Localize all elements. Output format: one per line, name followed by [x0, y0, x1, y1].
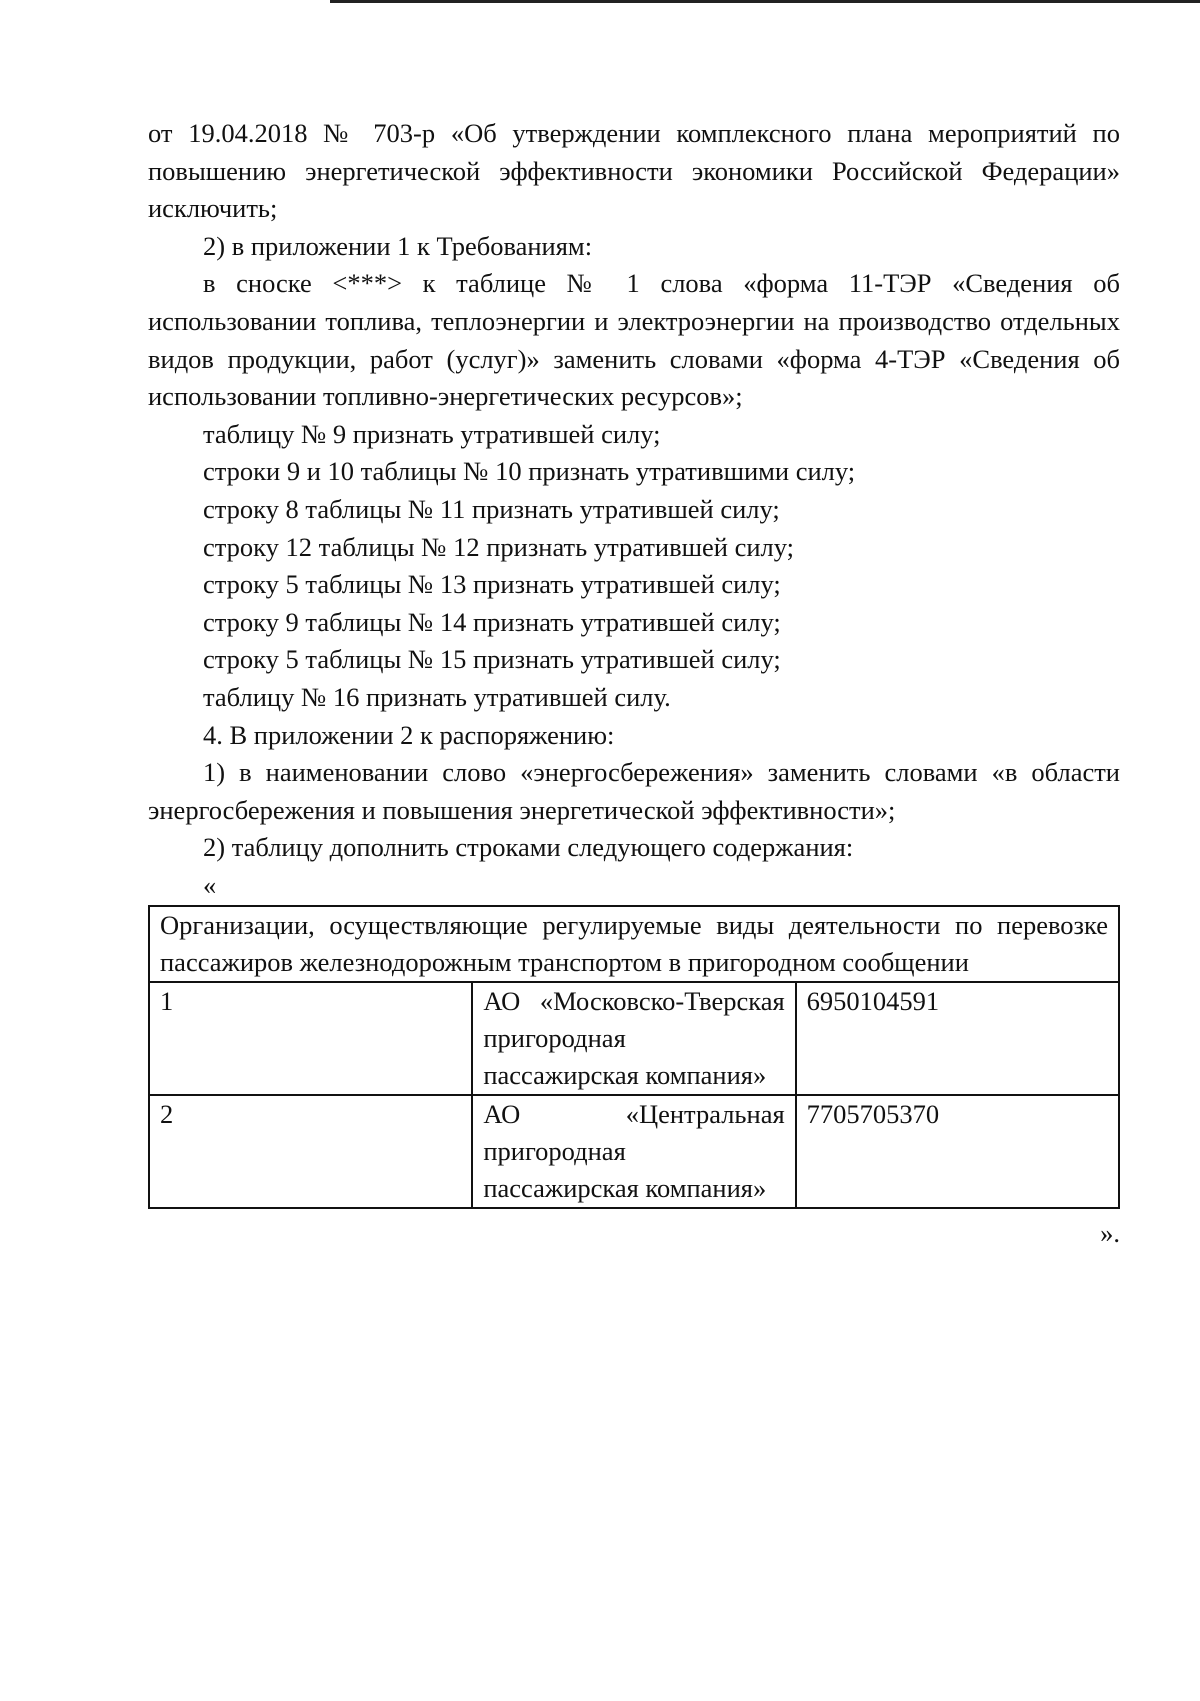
group-heading-cell: Организации, осуществляющие регулируемые виды деятельности по перевозке пассажиров железнодорожным транспортом в пригородном сообщении [149, 906, 1119, 982]
organization-name-cell: АО «Центральная пригородная пассажирская компания» [472, 1095, 795, 1208]
row-number-cell: 1 [149, 982, 472, 1095]
paragraph-7: строку 12 таблицы № 12 признать утратившей силу; [203, 531, 794, 562]
inn-cell: 6950104591 [796, 982, 1119, 1095]
paragraph-2: 2) в приложении 1 к Требованиям: [203, 230, 593, 261]
inn-cell: 7705705370 [796, 1095, 1119, 1208]
paragraph-4: таблицу № 9 признать утратившей силу; [203, 418, 661, 449]
amendment-table [148, 905, 1120, 1209]
paragraph-11: таблицу № 16 признать утратившей силу. [203, 681, 671, 712]
paragraph-10: строку 5 таблицы № 15 признать утратившей силу; [203, 644, 781, 675]
closing-quote: ». [1100, 1218, 1120, 1249]
paragraph-9: строку 9 таблицы № 14 признать утратившей силу; [203, 606, 781, 637]
table-group-row [149, 906, 1119, 982]
paragraph-5: строки 9 и 10 таблицы № 10 признать утратившими силу; [203, 456, 856, 487]
organization-name-cell: АО «Московско-Тверская пригородная пассажирская компания» [472, 982, 795, 1095]
paragraph-1: от 19.04.2018 № 703-р «Об утверждении комплексного плана мероприятий по повышению энергетической эффективности экономики Российской Федерации» исключить; [148, 118, 1120, 224]
row-number-cell: 2 [149, 1095, 472, 1208]
table-row [149, 982, 1119, 1095]
paragraph-13: 1) в наименовании слово «энергосбережения» заменить словами «в области энергосбережения и повышения энергетической эффективности»; [148, 757, 1120, 825]
table-row [149, 1095, 1119, 1208]
paragraph-6: строку 8 таблицы № 11 признать утратившей силу; [203, 493, 780, 524]
paragraph-3: в сноске <***> к таблице № 1 слова «форма 11-ТЭР «Сведения об использовании топлива, теплоэнергии и электроэнергии на производство отдельных видов продукции, работ (услуг)» заменить словами «форма 4-ТЭР «Сведения об использовании топливно-энергетических ресурсов»; [148, 268, 1120, 412]
document-page [148, 115, 1120, 1253]
opening-quote: « [203, 869, 217, 900]
top-edge-rule [330, 0, 1200, 3]
paragraph-12: 4. В приложении 2 к распоряжению: [203, 719, 615, 750]
paragraph-8: строку 5 таблицы № 13 признать утратившей силу; [203, 569, 781, 600]
paragraph-14: 2) таблицу дополнить строками следующего содержания: [203, 832, 854, 863]
